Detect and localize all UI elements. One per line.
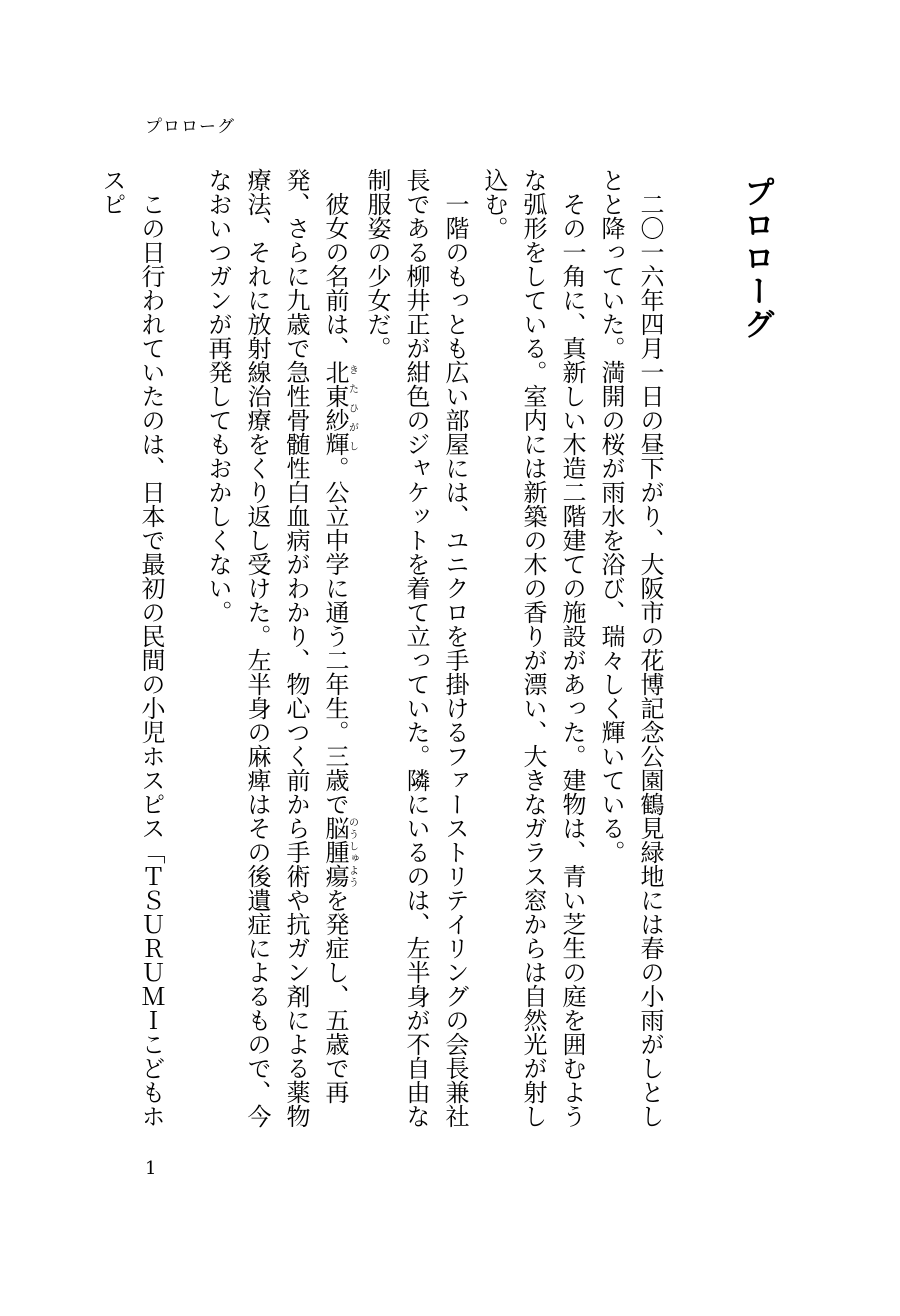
paragraph-4 xyxy=(198,168,357,1148)
chapter-title: プロローグ xyxy=(738,176,774,341)
paragraph-5: この日行われていたのは、日本で最初の民間の小児ホスピス「ＴＳＵＲＵＭＩこどもホスピ xyxy=(98,168,165,1128)
paragraph-4-intro: 彼女の名前は、 xyxy=(321,192,349,360)
name-kanji: 北東紗輝 xyxy=(321,360,349,456)
paragraph-1: 二〇一六年四月一日の昼下がり、大阪市の花博記念公園鶴見緑地には春の小雨がしとしとと降っていた。満開の桜が雨水を浴び、瑞々しく輝いている。 xyxy=(597,168,664,1128)
term-ruby: のうしゅよう xyxy=(346,816,358,888)
running-header: プロローグ xyxy=(145,117,235,137)
paragraph-3: 一階のもっとも広い部屋には、ユニクロを手掛けるファーストリテイリングの会長兼社長である柳井正が紺色のジャケットを着て立っていた。隣にいるのは、左半身が不自由な制服姿の少女だ。 xyxy=(363,168,469,1128)
paragraph-2: その一角に、真新しい木造二階建ての施設があった。建物は、青い芝生の庭を囲むような弧形をしている。室内には新築の木の香りが漂い、大きなガラス窓からは自然光が射し込む。 xyxy=(480,168,586,1128)
paragraph-4-middle: 。公立中学に通う二年生。三歳で xyxy=(321,456,349,816)
name-with-ruby xyxy=(321,360,358,456)
term-with-ruby xyxy=(321,816,358,888)
paragraph-4-rest: を発症し、五歳で再発、さらに九歳で急性骨髄性白血病がわかり、物心つく前から手術や抗ガン剤による薬物療法、それに放射線治療をくり返し受けた。左半身の麻痺はその後遺症によるもので、今なおいつガンが再発してもおかしくない。 xyxy=(204,168,349,1128)
name-ruby: きたひがし xyxy=(346,360,358,456)
page-number: 1 xyxy=(145,1158,157,1179)
term-kanji: 脳腫瘍 xyxy=(321,816,349,888)
vertical-text-body xyxy=(92,168,775,1148)
